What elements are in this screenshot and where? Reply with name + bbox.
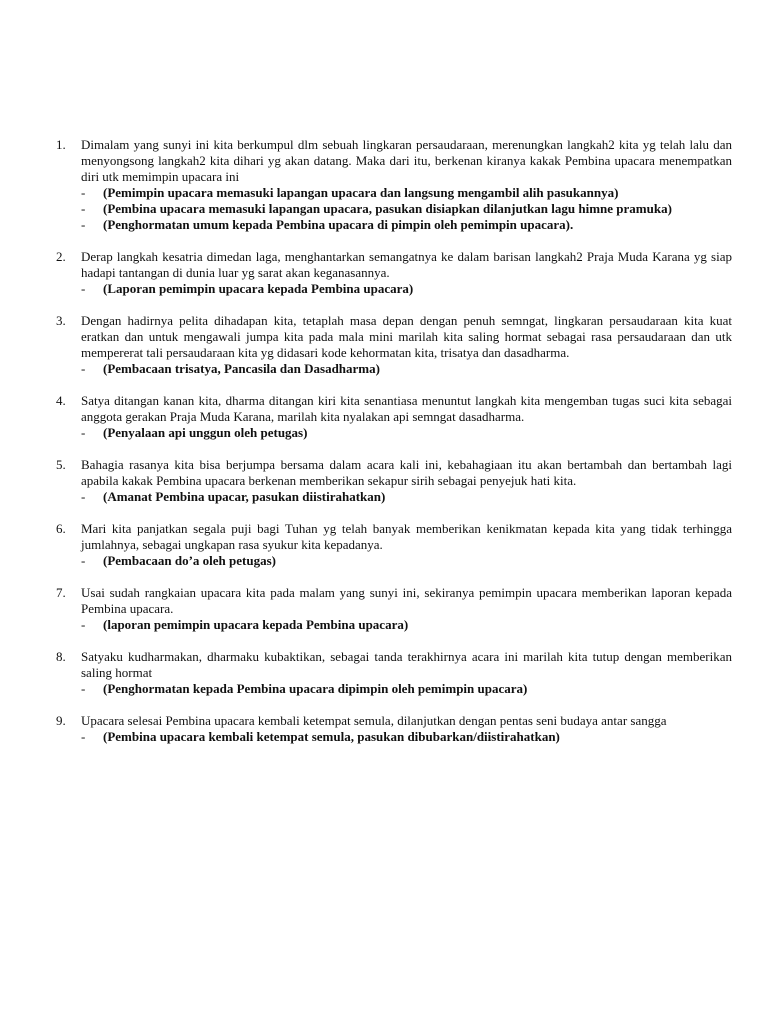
item-number: 8. xyxy=(56,649,66,664)
instruction-item xyxy=(81,729,732,745)
instruction-text: (Amanat Pembina upacar, pasukan diistirahatkan) xyxy=(103,489,386,504)
list-item xyxy=(56,313,732,377)
instruction-text: (Pembina upacara memasuki lapangan upacara, pasukan disiapkan dilanjutkan lagu himne pramuka) xyxy=(103,201,672,216)
instruction-text: (Pemimpin upacara memasuki lapangan upacara dan langsung mengambil alih pasukannya) xyxy=(103,185,619,200)
dash-bullet: - xyxy=(81,201,86,216)
dash-bullet: - xyxy=(81,185,86,200)
instruction-item xyxy=(81,361,732,377)
instruction-item xyxy=(81,281,732,297)
instruction-item xyxy=(81,553,732,569)
dash-bullet: - xyxy=(81,681,86,696)
instruction-list xyxy=(81,489,732,505)
item-number: 7. xyxy=(56,585,66,600)
list-item xyxy=(56,521,732,569)
dash-bullet: - xyxy=(81,729,86,744)
instruction-list xyxy=(81,281,732,297)
list-item xyxy=(56,585,732,633)
instruction-item xyxy=(81,681,732,697)
item-text: Satya ditangan kanan kita, dharma ditangan kiri kita senantiasa menuntut langkah kita mengemban tugas suci kita sebagai anggota gerakan Praja Muda Karana, marilah kita nyalakan api semngat dasadharma. xyxy=(81,393,732,424)
item-text: Bahagia rasanya kita bisa berjumpa bersama dalam acara kali ini, kebahagiaan itu akan bertambah dan bertambah lagi apabila kakak Pembina upacara berkenan memberikan sekapur sirih sebagai penyejuk hati kita. xyxy=(81,457,732,488)
instruction-item xyxy=(81,617,732,633)
instruction-list xyxy=(81,729,732,745)
instruction-list xyxy=(81,617,732,633)
dash-bullet: - xyxy=(81,217,86,232)
list-item xyxy=(56,249,732,297)
instruction-text: (Laporan pemimpin upacara kepada Pembina upacara) xyxy=(103,281,414,296)
instruction-text: (Penghormatan kepada Pembina upacara dipimpin oleh pemimpin upacara) xyxy=(103,681,528,696)
list-item xyxy=(56,457,732,505)
instruction-item xyxy=(81,185,732,201)
item-text: Upacara selesai Pembina upacara kembali ketempat semula, dilanjutkan dengan pentas seni budaya antar sangga xyxy=(81,713,667,728)
item-text: Derap langkah kesatria dimedan laga, menghantarkan semangatnya ke dalam barisan langkah2 Praja Muda Karana yg siap hadapi tantangan di dunia luar yg sarat akan keganasannya. xyxy=(81,249,732,280)
item-number: 1. xyxy=(56,137,66,152)
instruction-text: (laporan pemimpin upacara kepada Pembina upacara) xyxy=(103,617,409,632)
document-page xyxy=(56,137,732,761)
instruction-text: (Penyalaan api unggun oleh petugas) xyxy=(103,425,308,440)
dash-bullet: - xyxy=(81,489,86,504)
instruction-item xyxy=(81,489,732,505)
list-item xyxy=(56,713,732,745)
instruction-list xyxy=(81,681,732,697)
dash-bullet: - xyxy=(81,361,86,376)
item-text: Usai sudah rangkaian upacara kita pada malam yang sunyi ini, sekiranya pemimpin upacara memberikan laporan kepada Pembina upacara. xyxy=(81,585,732,616)
dash-bullet: - xyxy=(81,425,86,440)
dash-bullet: - xyxy=(81,281,86,296)
dash-bullet: - xyxy=(81,553,86,568)
item-number: 3. xyxy=(56,313,66,328)
instruction-text: (Pembina upacara kembali ketempat semula, pasukan dibubarkan/diistirahatkan) xyxy=(103,729,560,744)
instruction-text: (Pembacaan do’a oleh petugas) xyxy=(103,553,276,568)
list-item xyxy=(56,649,732,697)
item-text: Mari kita panjatkan segala puji bagi Tuhan yg telah banyak memberikan kenikmatan kepada kita yang tidak terhingga jumlahnya, sebagai ungkapan rasa syukur kita kepadanya. xyxy=(81,521,732,552)
instruction-text: (Penghormatan umum kepada Pembina upacara di pimpin oleh pemimpin upacara). xyxy=(103,217,574,232)
instruction-list xyxy=(81,425,732,441)
instruction-item xyxy=(81,217,732,233)
item-number: 2. xyxy=(56,249,66,264)
instruction-list xyxy=(81,361,732,377)
item-number: 4. xyxy=(56,393,66,408)
item-text: Dimalam yang sunyi ini kita berkumpul dlm sebuah lingkaran persaudaraan, merenungkan langkah2 kita yg telah lalu dan menyongsong langkah2 kita dihari yg akan datang. Maka dari itu, berkenan kiranya kakak Pembina upacara menempatkan diri utk memimpin upacara ini xyxy=(81,137,732,184)
list-item xyxy=(56,137,732,233)
list-item xyxy=(56,393,732,441)
instruction-list xyxy=(81,553,732,569)
instruction-item xyxy=(81,425,732,441)
instruction-list xyxy=(81,185,732,233)
item-text: Satyaku kudharmakan, dharmaku kubaktikan, sebagai tanda terakhirnya acara ini marilah kita tutup dengan memberikan saling hormat xyxy=(81,649,732,680)
item-text: Dengan hadirnya pelita dihadapan kita, tetaplah masa depan dengan penuh semngat, lingkaran persaudaraan kita kuat eratkan dan untuk mengawali jumpa kita pada mala mini marilah kita saling hormat sebagai rasa persaudaraan dan utk mempererat tali persaudaraan kita yg didasari kode kehormatan kita, trisatya dan dasadharma. xyxy=(81,313,732,360)
instruction-item xyxy=(81,201,732,217)
instruction-text: (Pembacaan trisatya, Pancasila dan Dasadharma) xyxy=(103,361,380,376)
item-number: 6. xyxy=(56,521,66,536)
item-number: 9. xyxy=(56,713,66,728)
item-number: 5. xyxy=(56,457,66,472)
dash-bullet: - xyxy=(81,617,86,632)
